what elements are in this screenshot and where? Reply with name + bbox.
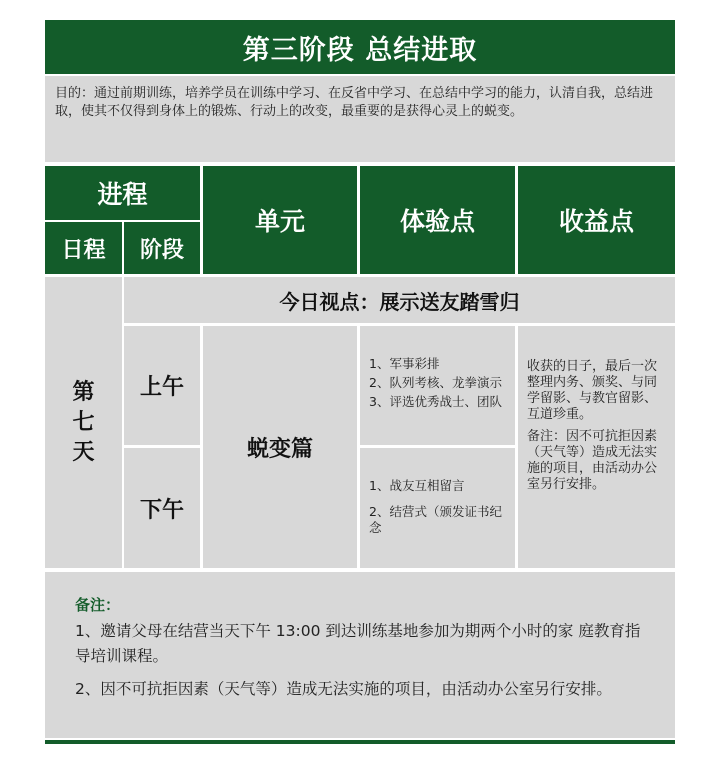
notes-item: 2、因不可抗拒因素（天气等）造成无法实施的项目，由活动办公室另行安排。 [75, 680, 612, 698]
benefit-remark: 备注：因不可抗拒因素（天气等）造成无法实施的项目，由活动办公室另行安排。 [527, 429, 658, 492]
benefit-cell [518, 326, 675, 568]
header-period: 阶段 [124, 222, 200, 274]
notes-box [45, 572, 675, 738]
day-label-line: 天 [72, 439, 95, 465]
afternoon-label: 下午 [124, 448, 200, 568]
day-label-line: 七 [72, 409, 95, 435]
unit-name: 蜕变篇 [203, 326, 357, 568]
experience-item: 2、队列考核、龙拳演示 [369, 375, 502, 390]
header-unit: 单元 [203, 166, 357, 274]
notes-title: 备注： [75, 596, 121, 614]
experience-item: 3、评选优秀战士、团队 [369, 394, 502, 409]
experience-item: 1、军事彩排 [369, 356, 440, 371]
bottom-rule [45, 740, 675, 744]
header-schedule: 日程 [45, 222, 122, 274]
afternoon-experience [360, 448, 515, 568]
objective-text: 目的：通过前期训练，培养学员在训练中学习、在反省中学习、在总结中学习的能力，认清自我，总结进取，使其不仅得到身体上的锻炼、行动上的改变，最重要的是获得心灵上的蜕变。 [45, 76, 675, 162]
day-label [45, 277, 122, 568]
morning-experience [360, 326, 515, 445]
morning-label: 上午 [124, 326, 200, 445]
experience-item: 2、结营式（颁发证书纪念 [369, 504, 502, 535]
day-label-line: 第 [72, 379, 95, 405]
benefit-text: 收获的日子，最后一次整理内务、颁奖、与同学留影、与教官留影、互道珍重。 [527, 359, 658, 422]
notes-item: 1、邀请父母在结营当天下午 13:00 到达训练基地参加为期两个小时的家 庭教育指导培训课程。 [75, 622, 641, 665]
header-progress: 进程 [45, 166, 200, 220]
header-benefit: 收益点 [518, 166, 675, 274]
page-title: 第三阶段 总结进取 [45, 20, 675, 74]
experience-item: 1、战友互相留言 [369, 478, 465, 493]
day-viewpoint: 今日视点：展示送友踏雪归 [124, 277, 675, 323]
header-experience: 体验点 [360, 166, 515, 274]
